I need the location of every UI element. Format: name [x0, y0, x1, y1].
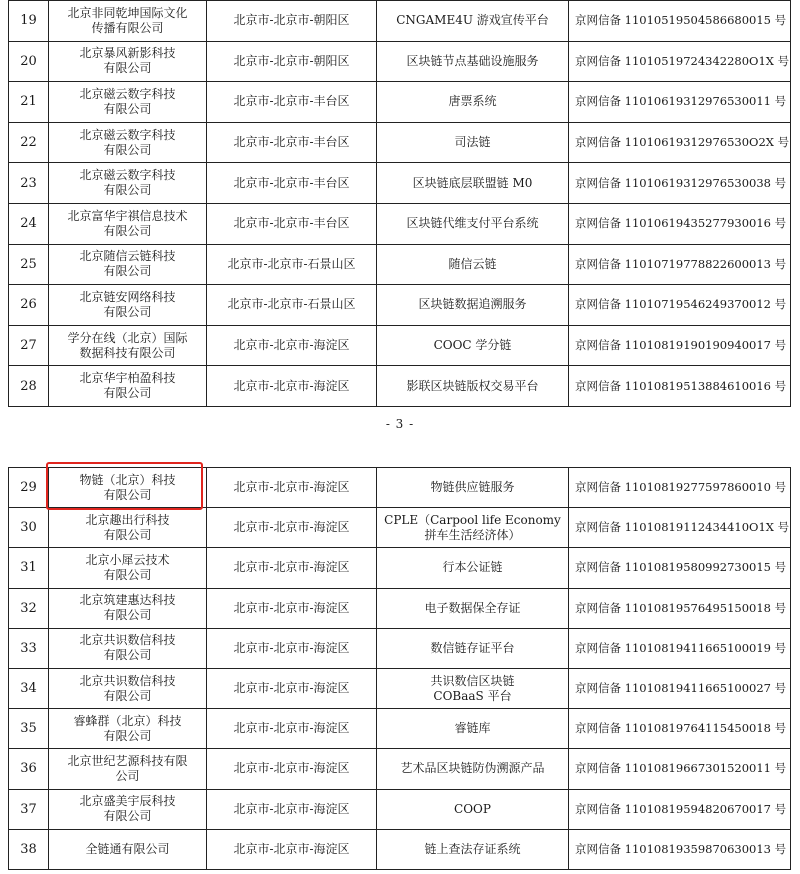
row-number-cell: 20 [9, 41, 49, 82]
service-name-cell: 区块链底层联盟链 M0 [377, 163, 569, 204]
registry-table-top-body [9, 1, 791, 407]
region-cell: 北京市-北京市-海淀区 [207, 366, 377, 407]
service-name-cell: 物链供应链服务 [377, 468, 569, 508]
region-cell: 北京市-北京市-丰台区 [207, 203, 377, 244]
row-number-cell: 34 [9, 668, 49, 708]
row-number-cell: 25 [9, 244, 49, 285]
filing-number-cell: 京网信备 11010619435277930016 号 [569, 203, 791, 244]
service-name-cell: 艺术品区块链防伪溯源产品 [377, 749, 569, 789]
page-number: - 3 - [385, 417, 415, 431]
region-cell: 北京市-北京市-海淀区 [207, 749, 377, 789]
row-number-cell: 32 [9, 588, 49, 628]
table-row [9, 366, 791, 407]
service-name-cell: COOP [377, 789, 569, 829]
region-cell: 北京市-北京市-海淀区 [207, 468, 377, 508]
service-name-cell: 随信云链 [377, 244, 569, 285]
service-name-cell: 唐票系统 [377, 82, 569, 123]
registry-table-top [8, 0, 791, 407]
table-row [9, 1, 791, 42]
table-row [9, 789, 791, 829]
region-cell: 北京市-北京市-石景山区 [207, 244, 377, 285]
filing-number-cell: 京网信备 11010819667301520011 号 [569, 749, 791, 789]
filing-number-cell: 京网信备 11010819594820670017 号 [569, 789, 791, 829]
service-name-cell: 睿链库 [377, 709, 569, 749]
row-number-cell: 37 [9, 789, 49, 829]
table-row [9, 508, 791, 548]
service-name-cell: CNGAME4U 游戏宣传平台 [377, 1, 569, 42]
row-number-cell: 28 [9, 366, 49, 407]
company-name-cell: 北京链安网络科技 有限公司 [49, 285, 207, 326]
company-name-cell: 北京非同乾坤国际文化 传播有限公司 [49, 1, 207, 42]
registry-table-bottom-body [9, 468, 791, 870]
registry-table-bottom [8, 467, 791, 870]
company-name-cell: 物链（北京）科技 有限公司 [49, 468, 207, 508]
region-cell: 北京市-北京市-海淀区 [207, 709, 377, 749]
filing-number-cell: 京网信备 11010819411665100019 号 [569, 628, 791, 668]
table-row [9, 203, 791, 244]
region-cell: 北京市-北京市-朝阳区 [207, 41, 377, 82]
table-row [9, 588, 791, 628]
filing-number-cell: 京网信备 11010619312976530O2X 号 [569, 122, 791, 163]
table-row [9, 325, 791, 366]
company-name-cell: 北京共识数信科技 有限公司 [49, 628, 207, 668]
region-cell: 北京市-北京市-丰台区 [207, 82, 377, 123]
company-name-cell: 北京磁云数字科技 有限公司 [49, 163, 207, 204]
filing-number-cell: 京网信备 11010819359870630013 号 [569, 829, 791, 869]
region-cell: 北京市-北京市-海淀区 [207, 325, 377, 366]
row-number-cell: 21 [9, 82, 49, 123]
table-row [9, 709, 791, 749]
row-number-cell: 31 [9, 548, 49, 588]
filing-number-cell: 京网信备 11010519504586680015 号 [569, 1, 791, 42]
table-row [9, 668, 791, 708]
row-number-cell: 35 [9, 709, 49, 749]
company-name-cell: 北京随信云链科技 有限公司 [49, 244, 207, 285]
row-number-cell: 23 [9, 163, 49, 204]
region-cell: 北京市-北京市-朝阳区 [207, 1, 377, 42]
row-number-cell: 33 [9, 628, 49, 668]
filing-number-cell: 京网信备 11010819764115450018 号 [569, 709, 791, 749]
table-row [9, 163, 791, 204]
row-number-cell: 30 [9, 508, 49, 548]
service-name-cell: 链上查法存证系统 [377, 829, 569, 869]
table-row [9, 548, 791, 588]
row-number-cell: 24 [9, 203, 49, 244]
filing-number-cell: 京网信备 11010619312976530011 号 [569, 82, 791, 123]
region-cell: 北京市-北京市-海淀区 [207, 789, 377, 829]
company-name-cell: 北京盛美宇辰科技 有限公司 [49, 789, 207, 829]
region-cell: 北京市-北京市-丰台区 [207, 163, 377, 204]
filing-number-cell: 京网信备 11010719546249370012 号 [569, 285, 791, 326]
filing-number-cell: 京网信备 11010819576495150018 号 [569, 588, 791, 628]
filing-number-cell: 京网信备 11010619312976530038 号 [569, 163, 791, 204]
table-row [9, 749, 791, 789]
row-number-cell: 27 [9, 325, 49, 366]
row-number-cell: 36 [9, 749, 49, 789]
service-name-cell: COOC 学分链 [377, 325, 569, 366]
filing-number-cell: 京网信备 11010719778822600013 号 [569, 244, 791, 285]
filing-number-cell: 京网信备 11010819112434410O1X 号 [569, 508, 791, 548]
region-cell: 北京市-北京市-石景山区 [207, 285, 377, 326]
service-name-cell: 司法链 [377, 122, 569, 163]
filing-number-cell: 京网信备 11010819411665100027 号 [569, 668, 791, 708]
service-name-cell: CPLE（Carpool life Economy 拼车生活经济体） [377, 508, 569, 548]
service-name-cell: 数信链存证平台 [377, 628, 569, 668]
company-name-cell: 北京小犀云技术 有限公司 [49, 548, 207, 588]
company-name-cell: 北京趣出行科技 有限公司 [49, 508, 207, 548]
row-number-cell: 19 [9, 1, 49, 42]
table-row [9, 829, 791, 869]
service-name-cell: 区块链代维支付平台系统 [377, 203, 569, 244]
filing-number-cell: 京网信备 11010819190190940017 号 [569, 325, 791, 366]
company-name-cell: 全链通有限公司 [49, 829, 207, 869]
row-number-cell: 29 [9, 468, 49, 508]
service-name-cell: 共识数信区块链 COBaaS 平台 [377, 668, 569, 708]
company-name-cell: 北京富华宇祺信息技术 有限公司 [49, 203, 207, 244]
region-cell: 北京市-北京市-海淀区 [207, 829, 377, 869]
filing-number-cell: 京网信备 11010819277597860010 号 [569, 468, 791, 508]
table-row [9, 628, 791, 668]
service-name-cell: 影联区块链版权交易平台 [377, 366, 569, 407]
row-number-cell: 26 [9, 285, 49, 326]
company-name-cell: 北京华宇柏盈科技 有限公司 [49, 366, 207, 407]
company-name-cell: 北京磁云数字科技 有限公司 [49, 82, 207, 123]
company-name-cell: 北京暴风新影科技 有限公司 [49, 41, 207, 82]
row-number-cell: 38 [9, 829, 49, 869]
region-cell: 北京市-北京市-海淀区 [207, 548, 377, 588]
region-cell: 北京市-北京市-海淀区 [207, 588, 377, 628]
filing-number-cell: 京网信备 11010819580992730015 号 [569, 548, 791, 588]
service-name-cell: 区块链数据追溯服务 [377, 285, 569, 326]
row-number-cell: 22 [9, 122, 49, 163]
table-row [9, 285, 791, 326]
service-name-cell: 区块链节点基础设施服务 [377, 41, 569, 82]
table-row [9, 244, 791, 285]
company-name-cell: 北京筑建惠达科技 有限公司 [49, 588, 207, 628]
filing-number-cell: 京网信备 11010519724342280O1X 号 [569, 41, 791, 82]
table-row [9, 468, 791, 508]
filing-number-cell: 京网信备 11010819513884610016 号 [569, 366, 791, 407]
table-row [9, 82, 791, 123]
region-cell: 北京市-北京市-海淀区 [207, 508, 377, 548]
table-row [9, 122, 791, 163]
company-name-cell: 北京世纪艺源科技有限 公司 [49, 749, 207, 789]
region-cell: 北京市-北京市-海淀区 [207, 628, 377, 668]
region-cell: 北京市-北京市-海淀区 [207, 668, 377, 708]
region-cell: 北京市-北京市-丰台区 [207, 122, 377, 163]
service-name-cell: 电子数据保全存证 [377, 588, 569, 628]
company-name-cell: 睿蜂群（北京）科技 有限公司 [49, 709, 207, 749]
company-name-cell: 北京共识数信科技 有限公司 [49, 668, 207, 708]
table-row [9, 41, 791, 82]
service-name-cell: 行本公证链 [377, 548, 569, 588]
company-name-cell: 学分在线（北京）国际 数据科技有限公司 [49, 325, 207, 366]
company-name-cell: 北京磁云数字科技 有限公司 [49, 122, 207, 163]
